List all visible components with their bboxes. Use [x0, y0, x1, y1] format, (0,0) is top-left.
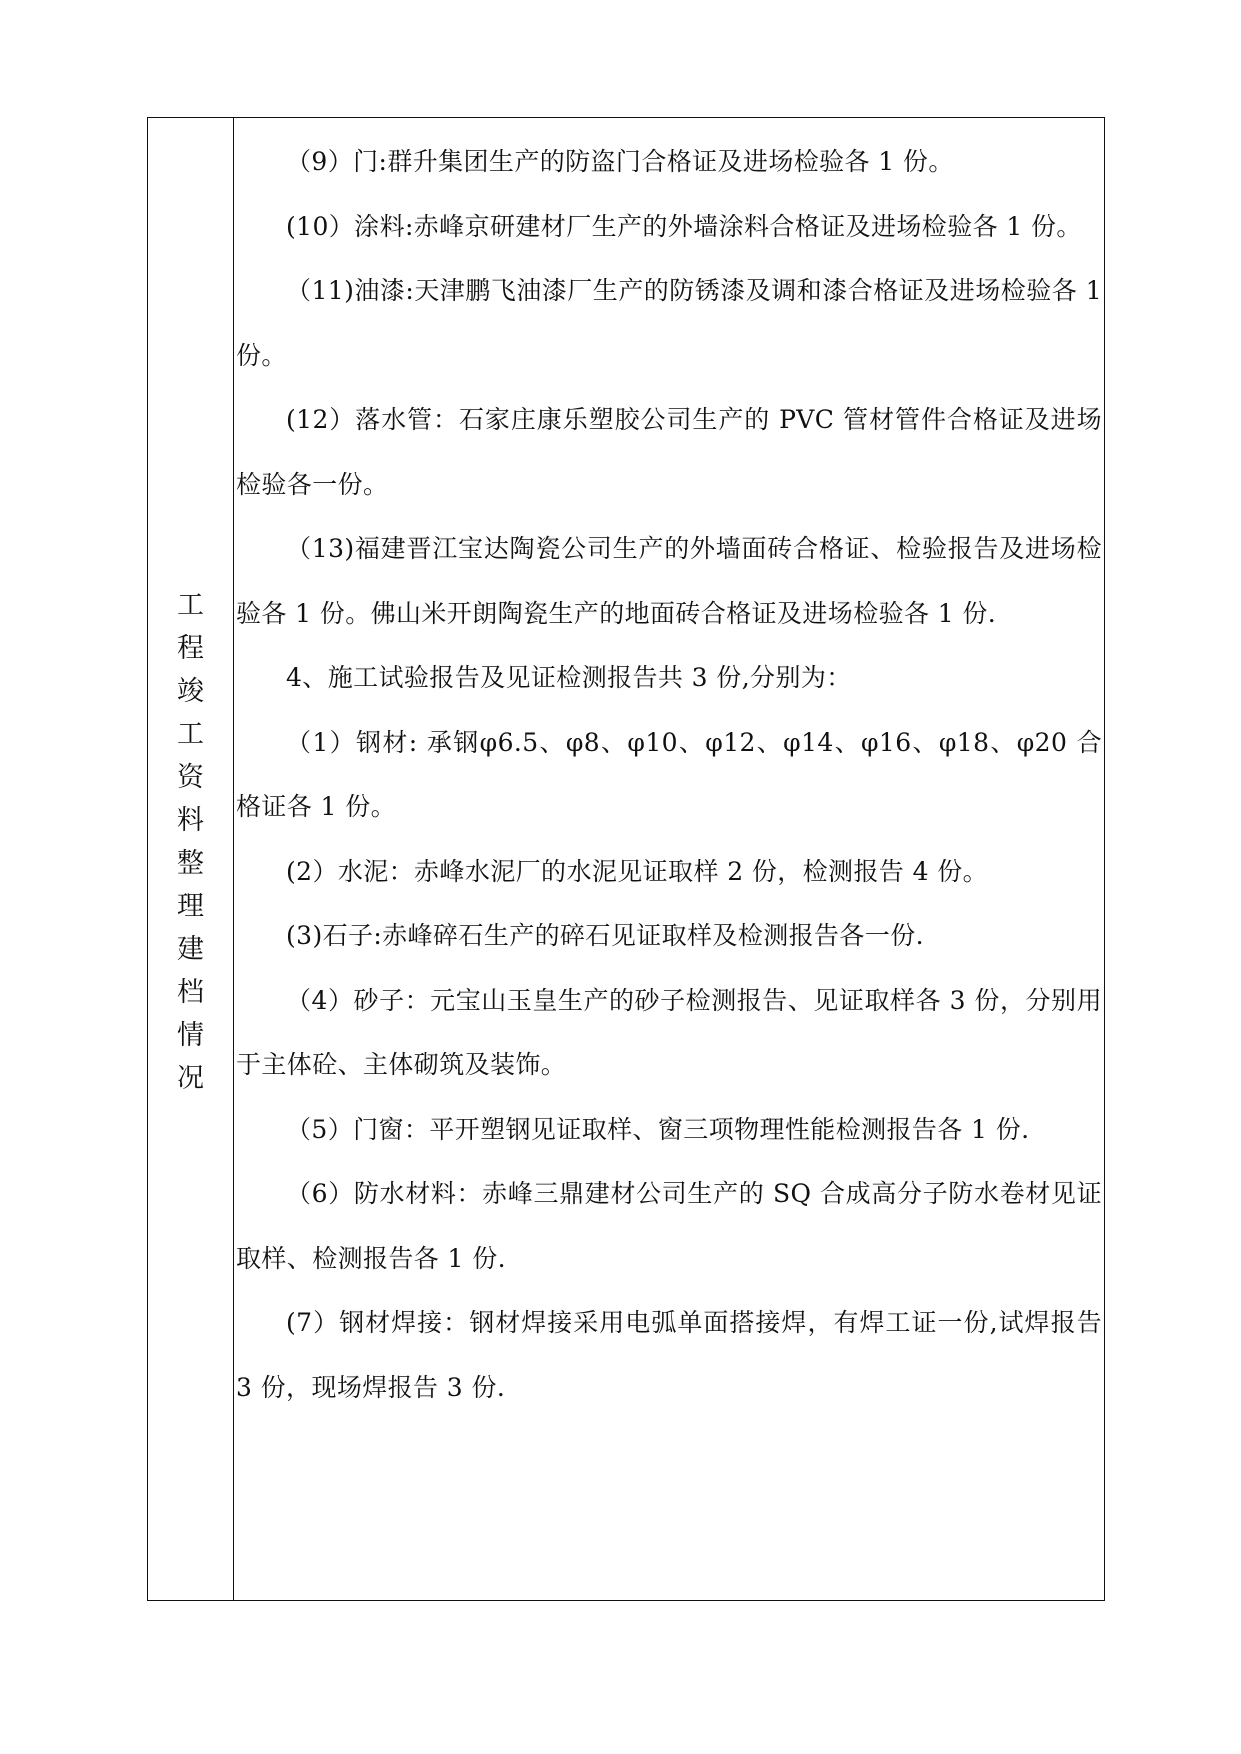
- row-label-cell: [148, 118, 234, 1600]
- paragraph-test-7-welding: (7）钢材焊接：钢材焊接采用电弧单面搭接焊，有焊工证一份,试焊报告 3 份，现场焊报告 3 份.: [236, 1308, 1102, 1402]
- row-label: [177, 584, 204, 1100]
- row-label-char: 竣: [177, 675, 204, 707]
- content-cell: [234, 118, 1104, 1600]
- row-label-char: 工: [177, 718, 204, 750]
- row-label-char: 档: [177, 976, 204, 1008]
- row-label-char: 整: [177, 847, 204, 879]
- row-label-char: 理: [177, 890, 204, 922]
- paragraph-item-10-coating: (10）涂料:赤峰京研建材厂生产的外墙涂料合格证及进场检验各 1 份。: [286, 211, 1082, 241]
- paragraph-item-12-downpipe: (12）落水管：石家庄康乐塑胶公司生产的 PVC 管材管件合格证及进场检验各一份。: [236, 405, 1102, 499]
- paragraph-test-4-sand: （4）砂子：元宝山玉皇生产的砂子检测报告、见证取样各 3 份，分别用于主体砼、主体砌筑及装饰。: [236, 985, 1102, 1079]
- row-label-char: 情: [177, 1019, 204, 1051]
- row-label-char: 况: [177, 1062, 204, 1094]
- paragraph-test-1-steel: （1）钢材: 承钢φ6.5、φ8、φ10、φ12、φ14、φ16、φ18、φ20 合格证各 1 份。: [236, 727, 1102, 821]
- paragraph-item-13-tiles: （13)福建晋江宝达陶瓷公司生产的外墙面砖合格证、检验报告及进场检验各 1 份。佛山米开朗陶瓷生产的地面砖合格证及进场检验各 1 份.: [236, 534, 1102, 628]
- paragraph-test-2-cement: (2）水泥：赤峰水泥厂的水泥见证取样 2 份，检测报告 4 份。: [286, 856, 989, 886]
- completion-record-table: [147, 117, 1105, 1601]
- row-label-char: 程: [177, 632, 204, 664]
- row-label-char: 资: [177, 761, 204, 793]
- row-label-char: 工: [177, 589, 204, 621]
- paragraph-item-11-paint: （11)油漆:天津鹏飞油漆厂生产的防锈漆及调和漆合格证及进场检验各 1 份。: [236, 276, 1102, 370]
- paragraph-test-5-windows: （5）门窗：平开塑钢见证取样、窗三项物理性能检测报告各 1 份.: [286, 1114, 1030, 1144]
- paragraph-item-9-door: （9）门:群升集团生产的防盗门合格证及进场检验各 1 份。: [286, 147, 954, 176]
- paragraph-test-6-waterproofing: （6）防水材料：赤峰三鼎建材公司生产的 SQ 合成高分子防水卷材见证取样、检测报告各 1 份.: [236, 1179, 1102, 1273]
- paragraph-test-3-gravel: (3)石子:赤峰碎石生产的碎石见证取样及检测报告各一份.: [286, 921, 924, 950]
- section-heading-test-reports: 4、施工试验报告及见证检测报告共 3 份,分别为：: [286, 663, 852, 692]
- row-label-char: 建: [177, 933, 204, 965]
- row-label-char: 料: [177, 804, 204, 836]
